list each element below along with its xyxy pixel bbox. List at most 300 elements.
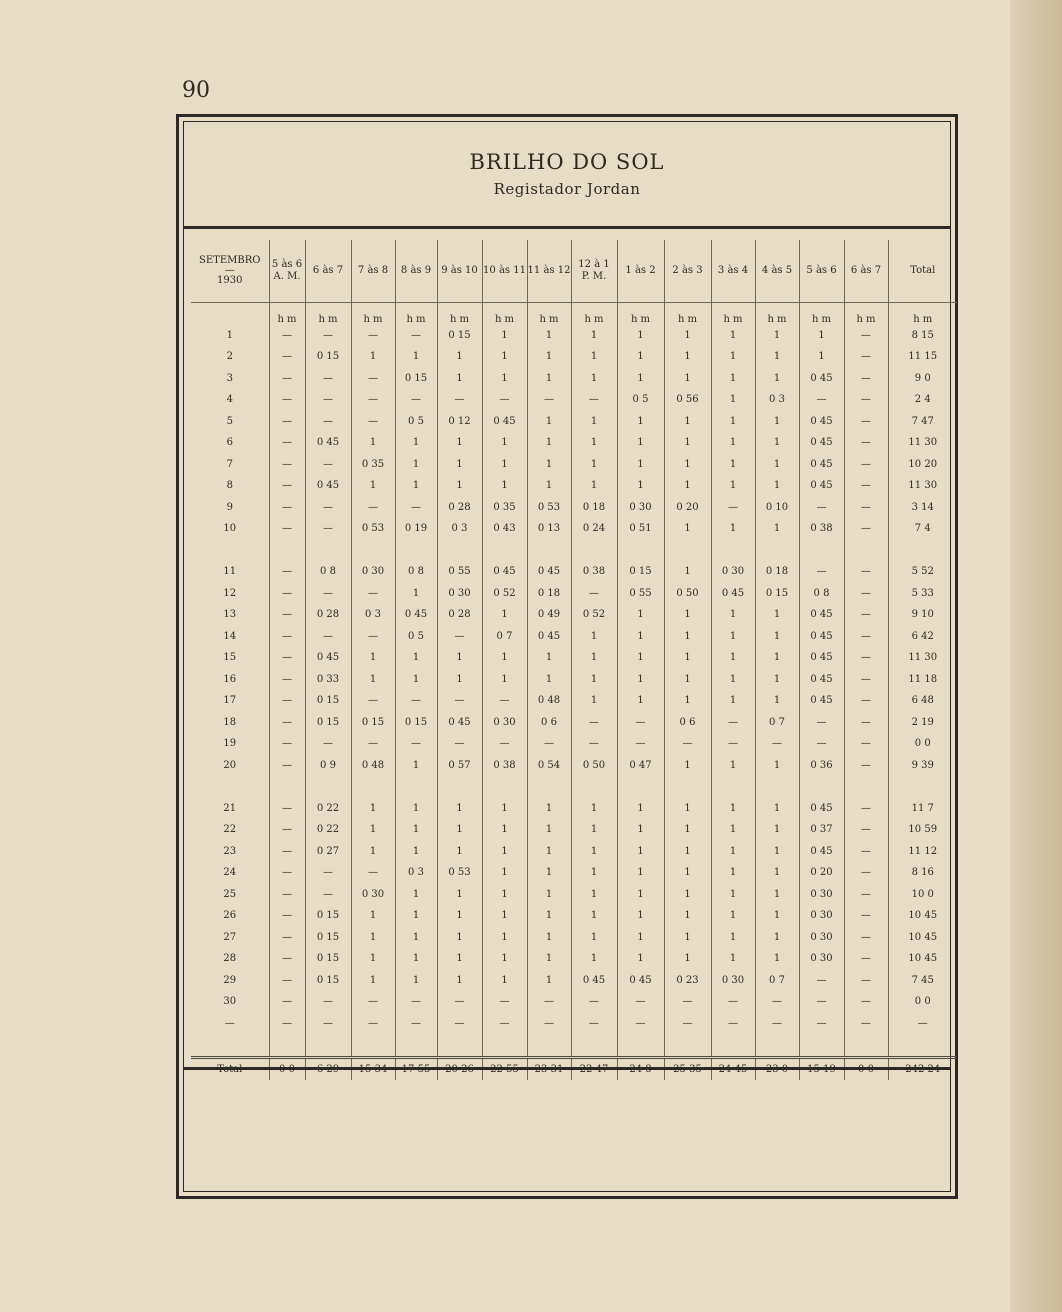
- value-cell: 10 20: [888, 454, 957, 476]
- total-cell: 24 45: [711, 1057, 755, 1080]
- spacer-cell: [755, 540, 799, 562]
- value-cell: 1: [437, 970, 482, 992]
- unit-cell: h m: [571, 303, 617, 325]
- value-cell: 0 3: [395, 862, 437, 884]
- day-cell: 29: [223, 974, 237, 986]
- value-cell: 1: [571, 819, 617, 841]
- value-cell: —: [844, 819, 888, 841]
- unit-cell-blank: [191, 303, 269, 325]
- value-cell: 0 45: [799, 604, 844, 626]
- value-cell: 1: [527, 884, 571, 906]
- value-cell: 0 55: [617, 583, 664, 605]
- value-cell: 0 28: [437, 604, 482, 626]
- value-cell: 0 30: [351, 561, 395, 583]
- value-cell: 1: [755, 927, 799, 949]
- spacer-cell: [888, 1034, 957, 1057]
- value-cell: 1: [571, 669, 617, 691]
- value-cell: —: [269, 991, 305, 1013]
- dash-cell: —: [755, 1013, 799, 1035]
- value-cell: 0 30: [351, 884, 395, 906]
- value-cell: —: [844, 604, 888, 626]
- value-cell: 1: [527, 841, 571, 863]
- table-row: [191, 583, 957, 605]
- unit-cell: h m: [305, 303, 351, 325]
- value-cell: 1: [617, 647, 664, 669]
- value-cell: 10 59: [888, 819, 957, 841]
- value-cell: —: [305, 884, 351, 906]
- spacer-cell: [482, 540, 527, 562]
- day-cell: 22: [223, 824, 237, 836]
- value-cell: —: [305, 862, 351, 884]
- value-cell: 0 45: [799, 411, 844, 433]
- table-row: [191, 497, 957, 519]
- value-cell: —: [269, 733, 305, 755]
- day-cell: 6: [226, 437, 233, 449]
- value-cell: 1: [755, 518, 799, 540]
- unit-cell: h m: [482, 303, 527, 325]
- spacer-cell: [351, 1034, 395, 1057]
- value-cell: —: [305, 733, 351, 755]
- value-cell: 0 8: [305, 561, 351, 583]
- value-cell: 1: [437, 948, 482, 970]
- value-cell: 1: [351, 927, 395, 949]
- value-cell: 0 48: [351, 755, 395, 777]
- value-cell: 0 50: [571, 755, 617, 777]
- value-cell: 1: [664, 948, 711, 970]
- total-label: Total: [217, 1063, 243, 1075]
- value-cell: 10 45: [888, 927, 957, 949]
- value-cell: 0 45: [305, 647, 351, 669]
- dash-cell: —: [351, 1013, 395, 1035]
- value-cell: —: [571, 712, 617, 734]
- unit-cell: h m: [711, 303, 755, 325]
- value-cell: 0 15: [305, 905, 351, 927]
- table-row: [191, 862, 957, 884]
- value-cell: 1: [617, 475, 664, 497]
- value-cell: 1: [664, 561, 711, 583]
- value-cell: 0 30: [482, 712, 527, 734]
- value-cell: 1: [395, 948, 437, 970]
- value-cell: —: [844, 669, 888, 691]
- column-header: [351, 240, 395, 303]
- value-cell: 0 0: [888, 991, 957, 1013]
- value-cell: 0 30: [437, 583, 482, 605]
- value-cell: —: [844, 497, 888, 519]
- day-cell: 2: [226, 351, 233, 363]
- day-cell: 5: [226, 415, 233, 427]
- value-cell: —: [664, 733, 711, 755]
- value-cell: 1: [664, 755, 711, 777]
- table-row: [191, 604, 957, 626]
- spacer-cell: [305, 540, 351, 562]
- value-cell: 1: [755, 368, 799, 390]
- month-name: SETEMBRO: [199, 255, 261, 266]
- value-cell: —: [395, 733, 437, 755]
- total-cell: 15 19: [799, 1057, 844, 1080]
- value-cell: —: [755, 733, 799, 755]
- day-cell: 23: [223, 845, 237, 857]
- spacer-cell: [527, 540, 571, 562]
- value-cell: 1: [617, 368, 664, 390]
- value-cell: —: [305, 368, 351, 390]
- spacer-row: [191, 776, 957, 798]
- value-cell: —: [617, 991, 664, 1013]
- value-cell: 1: [527, 454, 571, 476]
- dash-cell: —: [888, 1013, 957, 1035]
- value-cell: —: [395, 991, 437, 1013]
- value-cell: 0 48: [527, 690, 571, 712]
- day-cell: 14: [223, 630, 237, 642]
- total-cell: 0 0: [269, 1057, 305, 1080]
- value-cell: —: [351, 583, 395, 605]
- value-cell: —: [571, 389, 617, 411]
- value-cell: 1: [395, 819, 437, 841]
- value-cell: 1: [755, 454, 799, 476]
- value-cell: 0 45: [799, 626, 844, 648]
- dash-cell: —: [664, 1013, 711, 1035]
- total-cell: 22 47: [571, 1057, 617, 1080]
- table-row: [191, 970, 957, 992]
- value-cell: —: [269, 325, 305, 347]
- value-cell: 1: [437, 454, 482, 476]
- value-cell: 0 35: [351, 454, 395, 476]
- value-cell: 0 15: [395, 712, 437, 734]
- value-cell: —: [269, 475, 305, 497]
- value-cell: —: [799, 389, 844, 411]
- value-cell: —: [844, 346, 888, 368]
- value-cell: 1: [571, 927, 617, 949]
- value-cell: —: [269, 948, 305, 970]
- dash-cell: —: [305, 1013, 351, 1035]
- value-cell: 1: [617, 884, 664, 906]
- value-cell: 0 5: [395, 411, 437, 433]
- value-cell: —: [799, 561, 844, 583]
- column-header-sub: P. M.: [581, 271, 607, 282]
- value-cell: —: [305, 325, 351, 347]
- spacer-cell: [617, 776, 664, 798]
- value-cell: —: [269, 905, 305, 927]
- spacer-cell: [755, 1034, 799, 1057]
- value-cell: —: [305, 518, 351, 540]
- value-cell: —: [844, 389, 888, 411]
- value-cell: —: [844, 991, 888, 1013]
- value-cell: —: [844, 626, 888, 648]
- value-cell: 1: [664, 411, 711, 433]
- value-cell: 1: [711, 755, 755, 777]
- value-cell: 0 45: [617, 970, 664, 992]
- value-cell: 1: [482, 884, 527, 906]
- value-cell: 0 45: [482, 561, 527, 583]
- value-cell: 1: [437, 841, 482, 863]
- table-frame: [176, 114, 958, 1199]
- unit-cell: h m: [888, 303, 957, 325]
- spacer-cell: [305, 776, 351, 798]
- value-cell: —: [269, 518, 305, 540]
- value-cell: 1: [482, 647, 527, 669]
- header-row: [191, 240, 957, 303]
- value-cell: 0 7: [482, 626, 527, 648]
- value-cell: —: [755, 991, 799, 1013]
- value-cell: —: [844, 970, 888, 992]
- value-cell: 1: [482, 346, 527, 368]
- value-cell: —: [437, 991, 482, 1013]
- dash-cell: —: [224, 1017, 235, 1029]
- day-cell: 15: [223, 652, 237, 664]
- spacer-cell: [664, 1034, 711, 1057]
- table-row: [191, 798, 957, 820]
- spacer-row: [191, 540, 957, 562]
- spacer-cell: [351, 776, 395, 798]
- value-cell: 9 0: [888, 368, 957, 390]
- value-cell: 1: [664, 432, 711, 454]
- value-cell: 0 7: [755, 712, 799, 734]
- value-cell: 0 57: [437, 755, 482, 777]
- value-cell: 0 5: [395, 626, 437, 648]
- value-cell: 1: [482, 454, 527, 476]
- value-cell: 6 42: [888, 626, 957, 648]
- heading: [184, 150, 950, 198]
- value-cell: —: [269, 411, 305, 433]
- column-header: [711, 240, 755, 303]
- day-cell: 7: [226, 458, 233, 470]
- spacer-cell: [269, 776, 305, 798]
- value-cell: —: [269, 368, 305, 390]
- value-cell: 0 45: [799, 841, 844, 863]
- table-row: [191, 561, 957, 583]
- value-cell: —: [269, 432, 305, 454]
- value-cell: 1: [437, 884, 482, 906]
- value-cell: —: [844, 690, 888, 712]
- value-cell: 1: [711, 325, 755, 347]
- value-cell: —: [844, 561, 888, 583]
- value-cell: 0 28: [305, 604, 351, 626]
- value-cell: 1: [571, 798, 617, 820]
- value-cell: 1: [755, 841, 799, 863]
- value-cell: 0 8: [799, 583, 844, 605]
- value-cell: —: [395, 389, 437, 411]
- value-cell: 0 45: [395, 604, 437, 626]
- value-cell: 0 52: [571, 604, 617, 626]
- unit-row: [191, 303, 957, 325]
- value-cell: 1: [617, 905, 664, 927]
- value-cell: 1: [437, 346, 482, 368]
- value-cell: 1: [711, 884, 755, 906]
- value-cell: 11 15: [888, 346, 957, 368]
- value-cell: —: [351, 991, 395, 1013]
- value-cell: —: [844, 948, 888, 970]
- unit-cell: h m: [437, 303, 482, 325]
- value-cell: 1: [482, 432, 527, 454]
- unit-cell: h m: [799, 303, 844, 325]
- value-cell: 0 45: [799, 669, 844, 691]
- value-cell: —: [527, 991, 571, 1013]
- value-cell: 11 12: [888, 841, 957, 863]
- value-cell: —: [664, 991, 711, 1013]
- value-cell: 1: [395, 884, 437, 906]
- value-cell: 1: [755, 432, 799, 454]
- value-cell: 0 52: [482, 583, 527, 605]
- value-cell: 1: [351, 669, 395, 691]
- value-cell: 1: [755, 884, 799, 906]
- day-cell: 30: [223, 996, 237, 1008]
- day-cell: 11: [223, 566, 237, 578]
- table-row: [191, 432, 957, 454]
- value-cell: —: [844, 905, 888, 927]
- value-cell: 1: [571, 884, 617, 906]
- value-cell: —: [844, 454, 888, 476]
- value-cell: 0 53: [527, 497, 571, 519]
- value-cell: 1: [395, 432, 437, 454]
- value-cell: 1: [482, 819, 527, 841]
- value-cell: 0 3: [755, 389, 799, 411]
- value-cell: —: [844, 368, 888, 390]
- spacer-cell: [711, 540, 755, 562]
- value-cell: 1: [527, 905, 571, 927]
- value-cell: 0 12: [437, 411, 482, 433]
- value-cell: 1: [395, 970, 437, 992]
- value-cell: —: [799, 497, 844, 519]
- value-cell: —: [305, 454, 351, 476]
- value-cell: 1: [482, 798, 527, 820]
- value-cell: 1: [482, 475, 527, 497]
- table-row: [191, 389, 957, 411]
- value-cell: 1: [482, 905, 527, 927]
- total-cell: 22 55: [482, 1057, 527, 1080]
- value-cell: 11 30: [888, 647, 957, 669]
- value-cell: —: [844, 927, 888, 949]
- unit-cell: h m: [351, 303, 395, 325]
- value-cell: 1: [664, 475, 711, 497]
- value-cell: 1: [617, 798, 664, 820]
- value-cell: 1: [664, 368, 711, 390]
- value-cell: 0 38: [799, 518, 844, 540]
- dash-cell: —: [617, 1013, 664, 1035]
- dash-cell: —: [571, 1013, 617, 1035]
- value-cell: 0 23: [664, 970, 711, 992]
- value-cell: 3 14: [888, 497, 957, 519]
- value-cell: 7 45: [888, 970, 957, 992]
- value-cell: 0 7: [755, 970, 799, 992]
- value-cell: 1: [527, 669, 571, 691]
- value-cell: 0 15: [305, 970, 351, 992]
- value-cell: —: [305, 583, 351, 605]
- spacer-cell: [191, 540, 269, 562]
- value-cell: 1: [571, 325, 617, 347]
- column-header: [571, 240, 617, 303]
- value-cell: —: [351, 626, 395, 648]
- value-cell: 1: [711, 905, 755, 927]
- value-cell: 1: [664, 862, 711, 884]
- table-row: [191, 626, 957, 648]
- column-header-label: 6 às 7: [312, 265, 344, 276]
- value-cell: —: [395, 690, 437, 712]
- value-cell: —: [269, 862, 305, 884]
- value-cell: 0 18: [571, 497, 617, 519]
- value-cell: —: [351, 733, 395, 755]
- value-cell: 1: [351, 647, 395, 669]
- value-cell: 1: [664, 647, 711, 669]
- value-cell: 1: [755, 626, 799, 648]
- unit-cell: h m: [844, 303, 888, 325]
- value-cell: 11 30: [888, 432, 957, 454]
- value-cell: 1: [664, 905, 711, 927]
- page-subtitle: Registador Jordan: [493, 180, 641, 198]
- value-cell: 1: [617, 454, 664, 476]
- value-cell: 0 45: [799, 647, 844, 669]
- value-cell: 1: [664, 927, 711, 949]
- value-cell: 1: [527, 862, 571, 884]
- day-cell: 27: [223, 931, 237, 943]
- value-cell: 10 45: [888, 905, 957, 927]
- value-cell: 1: [711, 432, 755, 454]
- spacer-cell: [755, 776, 799, 798]
- value-cell: 0 53: [351, 518, 395, 540]
- value-cell: —: [844, 733, 888, 755]
- spacer-cell: [888, 540, 957, 562]
- total-cell: 17 55: [395, 1057, 437, 1080]
- value-cell: —: [351, 497, 395, 519]
- column-header: [799, 240, 844, 303]
- value-cell: 11 18: [888, 669, 957, 691]
- day-cell: 25: [223, 888, 237, 900]
- value-cell: 1: [617, 819, 664, 841]
- value-cell: 1: [571, 475, 617, 497]
- value-cell: 0 15: [617, 561, 664, 583]
- value-cell: 0 45: [799, 798, 844, 820]
- value-cell: 0 45: [799, 368, 844, 390]
- spacer-cell: [711, 1034, 755, 1057]
- value-cell: 1: [711, 389, 755, 411]
- spacer-cell: [395, 540, 437, 562]
- table-row: [191, 927, 957, 949]
- frame-inner: [183, 121, 951, 1192]
- value-cell: 1: [711, 862, 755, 884]
- value-cell: 1: [437, 475, 482, 497]
- value-cell: 0 3: [437, 518, 482, 540]
- value-cell: —: [527, 733, 571, 755]
- value-cell: —: [305, 626, 351, 648]
- value-cell: 0 45: [571, 970, 617, 992]
- spacer-cell: [527, 1034, 571, 1057]
- value-cell: —: [711, 497, 755, 519]
- value-cell: 1: [664, 346, 711, 368]
- value-cell: 5 33: [888, 583, 957, 605]
- spacer-cell: [351, 540, 395, 562]
- dash-cell: —: [527, 1013, 571, 1035]
- value-cell: 1: [437, 905, 482, 927]
- value-cell: 1: [527, 411, 571, 433]
- value-cell: —: [269, 604, 305, 626]
- value-cell: 1: [482, 604, 527, 626]
- value-cell: —: [844, 862, 888, 884]
- value-cell: —: [351, 368, 395, 390]
- table-body: [191, 303, 957, 1081]
- value-cell: 0 18: [755, 561, 799, 583]
- day-cell: 4: [226, 394, 233, 406]
- value-cell: 0 56: [664, 389, 711, 411]
- unit-cell: h m: [664, 303, 711, 325]
- value-cell: 0 35: [482, 497, 527, 519]
- column-header: [617, 240, 664, 303]
- value-cell: 1: [617, 411, 664, 433]
- value-cell: 1: [711, 626, 755, 648]
- value-cell: 1: [527, 368, 571, 390]
- spacer-cell: [844, 776, 888, 798]
- value-cell: 1: [711, 604, 755, 626]
- value-cell: 1: [755, 346, 799, 368]
- column-header: [482, 240, 527, 303]
- value-cell: —: [269, 346, 305, 368]
